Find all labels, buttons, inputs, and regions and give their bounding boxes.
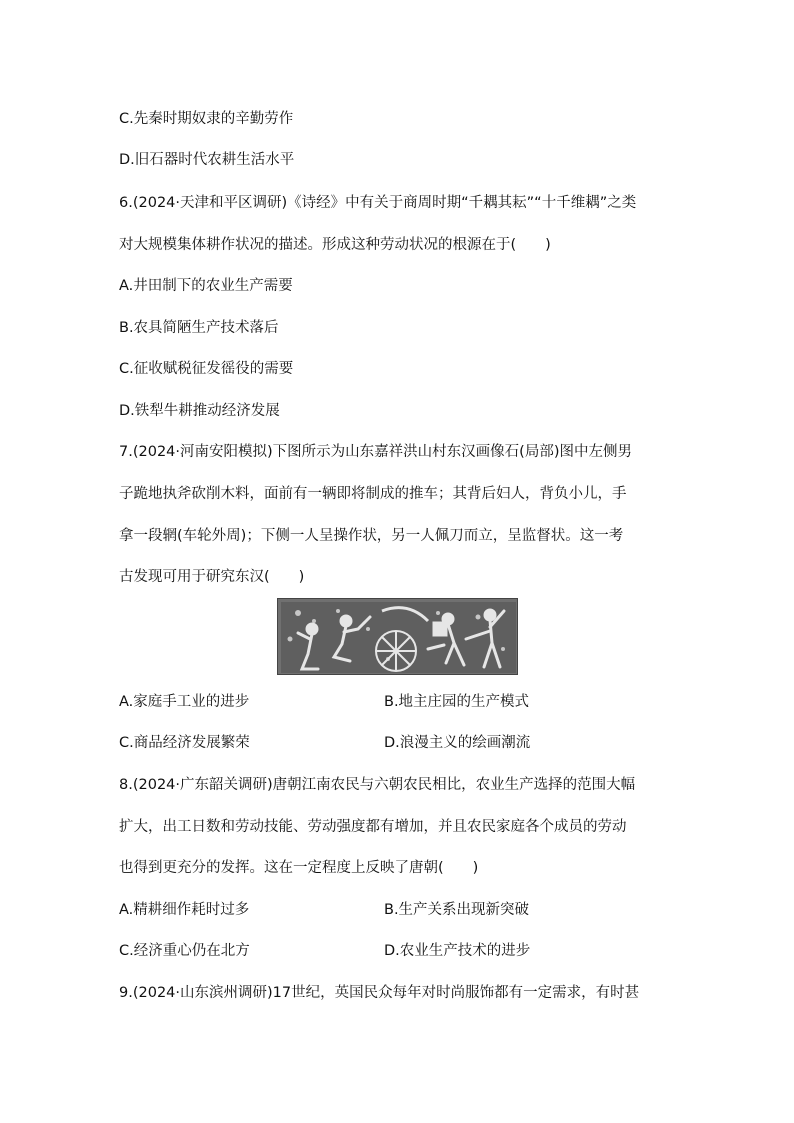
q8-stem-line-3: 也得到更充分的发挥。这在一定程度上反映了唐朝( ) [119,860,479,876]
q7-option-a: A.家庭手工业的进步 [119,694,250,710]
q5-option-d: D.旧石器时代农耕生活水平 [119,152,295,168]
q6-option-c: C.征收赋税征发徭役的需要 [119,361,294,377]
q7-stem-line-1: 7.(2024·河南安阳模拟)下图所示为山东嘉祥洪山村东汉画像石(局部)图中左侧男 [119,444,632,460]
q9-stem-line-1: 9.(2024·山东滨州调研)17世纪，英国民众每年对时尚服饰都有一定需求，有时甚 [119,985,640,1001]
q7-option-d: D.浪漫主义的绘画潮流 [384,735,531,751]
q8-option-d: D.农业生产技术的进步 [384,943,531,959]
q7-stem-line-2: 子跪地执斧砍削木料，面前有一辆即将制成的推车；其背后妇人，背负小儿，手 [119,486,627,502]
q6-option-d: D.铁犁牛耕推动经济发展 [119,403,280,419]
q7-stem-line-3: 拿一段辋(车轮外周)；下侧一人呈操作状，另一人佩刀而立，呈监督状。这一考 [119,528,624,544]
q6-option-b: B.农具简陋生产技术落后 [119,320,279,336]
q7-stem-line-4: 古发现可用于研究东汉( ) [119,569,305,585]
q6-stem-line-1: 6.(2024·天津和平区调研)《诗经》中有关于商周时期“千耦其耘”“十千维耦”之类 [119,195,637,211]
q7-option-b: B.地主庄园的生产模式 [384,694,530,710]
q8-option-b: B.生产关系出现新突破 [384,902,530,918]
q6-option-a: A.井田制下的农业生产需要 [119,278,293,294]
q8-stem-line-1: 8.(2024·广东韶关调研)唐朝江南农民与六朝农民相比，农业生产选择的范围大幅 [119,777,636,793]
q6-stem-line-2: 对大规模集体耕作状况的描述。形成这种劳动状况的根源在于( ) [119,237,551,253]
q8-stem-line-2: 扩大，出工日数和劳动技能、劳动强度都有增加，并且农民家庭各个成员的劳动 [119,819,627,835]
q8-option-a: A.精耕细作耗时过多 [119,902,250,918]
q8-option-c: C.经济重心仍在北方 [119,943,250,959]
han-stone-relief-image [277,598,518,675]
q7-option-c: C.商品经济发展繁荣 [119,735,250,751]
q5-option-c: C.先秦时期奴隶的辛勤劳作 [119,111,294,127]
